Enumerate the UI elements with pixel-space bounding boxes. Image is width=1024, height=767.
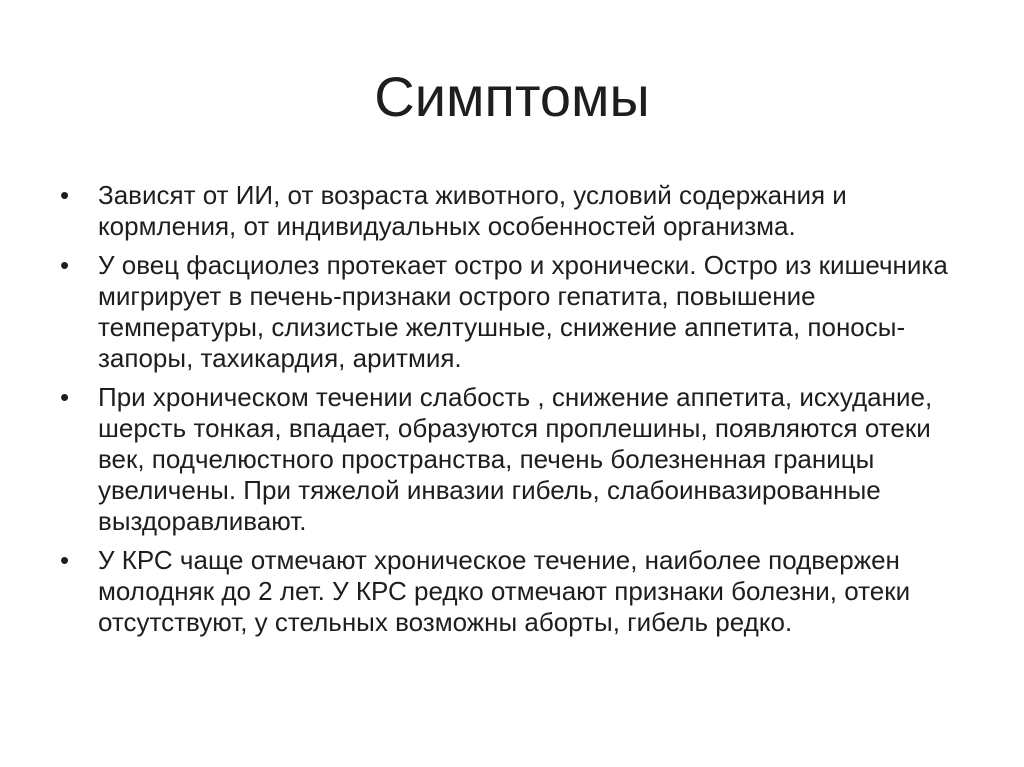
bullet-marker: • (60, 382, 70, 412)
bullet-text: Зависят от ИИ, от возраста животного, условий содержания и кормления, от индивидуальных особенностей организма. (98, 180, 847, 241)
bullet-text: У овец фасциолез протекает остро и хронически. Остро из кишечника мигрирует в печень-признаки острого гепатита, повышение температуры, слизистые желтушные, снижение аппетита, поносы-запоры, тахикардия, аритмия. (98, 250, 948, 373)
bullet-text: У КРС чаще отмечают хроническое течение, наиболее подвержен молодняк до 2 лет. У КРС редко отмечают признаки болезни, отеки отсутствуют, у стельных возможны аборты, гибель редко. (98, 545, 911, 637)
bullet-marker: • (60, 250, 70, 280)
bullet-marker: • (60, 545, 70, 575)
bullet-item (55, 180, 975, 242)
slide-title: Симптомы (374, 65, 650, 128)
bullet-item (55, 250, 975, 374)
bullet-item (55, 382, 975, 537)
bullet-text: При хроническом течении слабость , снижение аппетита, исхудание, шерсть тонкая, впадает, образуются проплешины, появляются отеки век, подчелюстного пространства, печень болезненная границы увеличены. При тяжелой инвазии гибель, слабоинвазированные выздоравливают. (98, 382, 933, 536)
bullet-marker: • (60, 180, 70, 210)
bullet-list (55, 180, 975, 646)
bullet-item (55, 545, 975, 638)
